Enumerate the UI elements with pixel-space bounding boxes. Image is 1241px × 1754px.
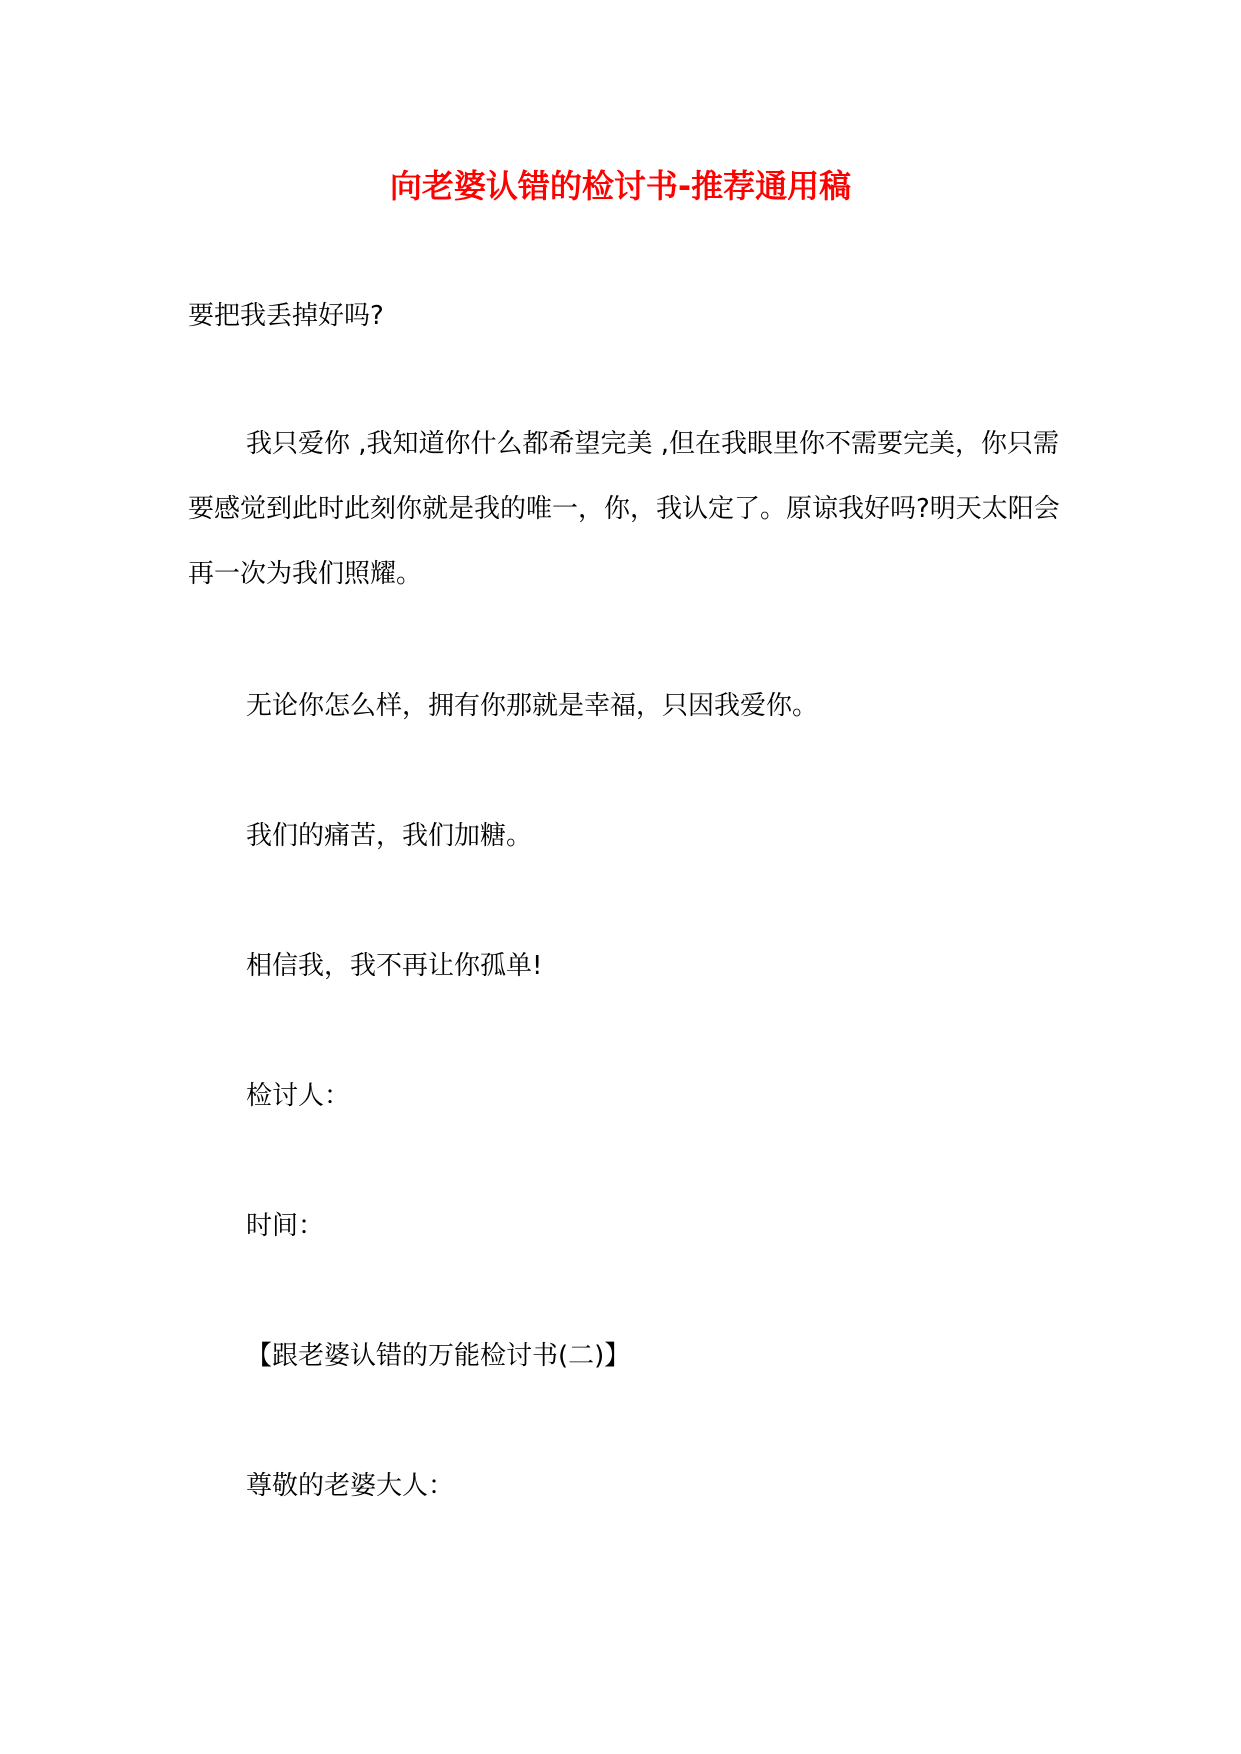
paragraph-2: 我只爱你 ,我知道你什么都希望完美 ,但在我眼里你不需要完美，你只需要感觉到此时此刻你就是我的唯一，你，我认定了。原谅我好吗?明天太阳会再一次为我们照耀。	[188, 429, 1060, 589]
section-heading: 【跟老婆认错的万能检讨书(二)】	[246, 1341, 631, 1371]
paragraph-1: 要把我丢掉好吗?	[188, 301, 384, 331]
paragraph-4: 我们的痛苦，我们加糖。	[246, 821, 533, 851]
date-label: 时间：	[246, 1211, 325, 1241]
salutation: 尊敬的老婆大人：	[246, 1471, 455, 1501]
paragraph-5: 相信我，我不再让你孤单!	[246, 951, 543, 981]
signature-label: 检讨人：	[246, 1081, 351, 1111]
paragraph-3: 无论你怎么样，拥有你那就是幸福，只因我爱你。	[246, 691, 819, 721]
document-title: 向老婆认错的检讨书-推荐通用稿	[389, 167, 852, 205]
